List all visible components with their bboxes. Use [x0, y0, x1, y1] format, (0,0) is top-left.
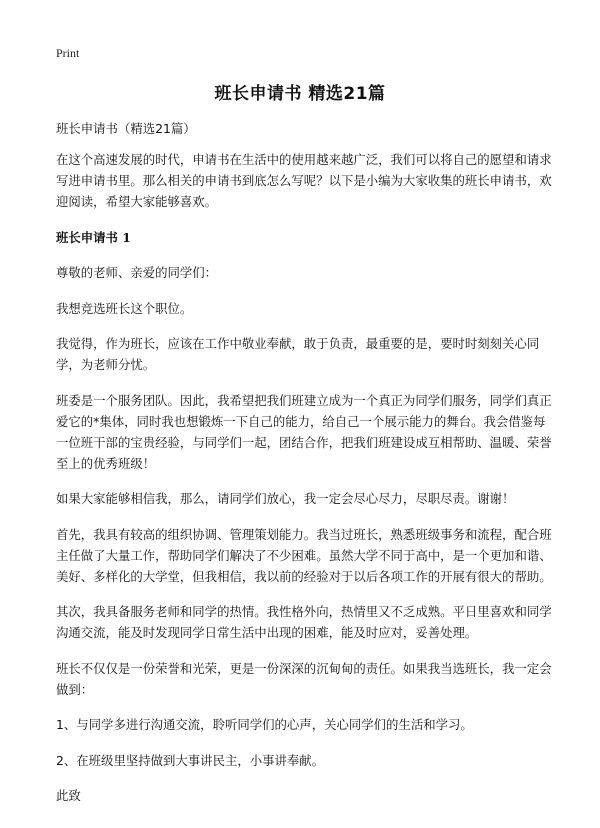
document-body — [56, 118, 554, 821]
intro-paragraph: 在这个高速发展的时代，申请书在生活中的使用越来越广泛，我们可以将自己的愿望和请求写进申请书里。那么相关的申请书到底怎么写呢？以下是小编为大家收集的班长申请书，欢迎阅读，希望大家能够喜欢。 — [56, 152, 552, 209]
list-item: 1、与同学多进行沟通交流，聆听同学们的心声，关心同学们的生活和学习。 — [56, 717, 473, 732]
document-subtitle: 班长申请书（精选21篇） — [56, 121, 196, 136]
body-paragraph: 班长不仅仅是一份荣誉和光荣，更是一份深深的沉甸甸的责任。如果我当选班长，我一定会做到： — [56, 660, 552, 697]
body-paragraph: 我想竞选班长这个职位。 — [56, 300, 193, 316]
page-title: 班长申请书 精选21篇 — [214, 84, 386, 104]
salutation-paragraph: 尊敬的老师、亲爱的同学们： — [56, 265, 218, 280]
list-item: 2、在班级里坚持做到大事讲民主，小事讲奉献。 — [56, 752, 325, 768]
body-paragraph: 班委是一个服务团队。因此，我希望把我们班建立成为一个真正为同学们服务，同学们真正爱它的*集体，同时我也想锻炼一下自己的能力，给自己一个展示能力的舞台。我会借鉴每一位班干部的宝贵经验，与同学们一起，团结合作，把我们班建设成互相帮助、温暖、荣誉至上的优秀班级！ — [56, 392, 552, 471]
body-paragraph: 首先，我具有较高的组织协调、管理策划能力。我当过班长，熟悉班级事务和流程，配合班主任做了大量工作，帮助同学们解决了不少困难。虽然大学不同于高中，是一个更加和谐、美好、多样化的大学堂，但我相信，我以前的经验对于以后各项工作的开展有很大的帮助。 — [56, 526, 552, 584]
body-paragraph: 如果大家能够相信我，那么，请同学们放心，我一定会尽心尽力，尽职尽责。谢谢！ — [56, 491, 515, 506]
body-paragraph: 我觉得，作为班长，应该在工作中敬业奉献，敢于负责，最重要的是，要时时刻刻关心同学，为老师分忧。 — [56, 336, 540, 372]
closing-paragraph: 此致 — [56, 788, 81, 803]
print-label: Print — [56, 46, 80, 60]
section-heading: 班长申请书 1 — [56, 229, 131, 245]
body-paragraph: 其次，我具备服务老师和同学的热情。我性格外向，热情里又不乏成熟。平日里喜欢和同学沟通交流，能及时发现同学日常生活中出现的困难，能及时应对，妥善处理。 — [56, 604, 552, 640]
